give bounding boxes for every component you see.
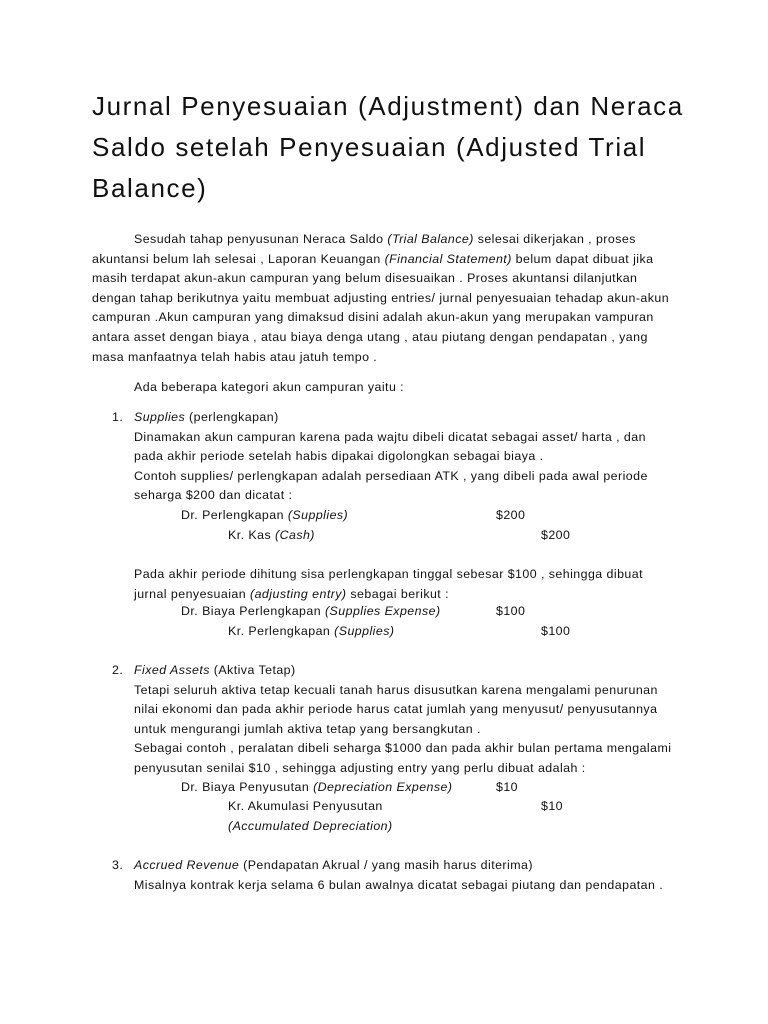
journal-debit-amount: $100 — [496, 604, 526, 618]
journal-debit-line: Dr. Biaya Perlengkapan (Supplies Expense) — [181, 604, 441, 618]
journal-credit-line: Kr. Akumulasi Penyusutan — [228, 799, 383, 813]
item-heading: Supplies (perlengkapan) — [134, 410, 279, 424]
item-heading: Fixed Assets (Aktiva Tetap) — [134, 663, 296, 677]
journal-credit-note: (Accumulated Depreciation) — [228, 819, 393, 833]
journal-credit-line: Kr. Kas (Cash) — [228, 528, 315, 542]
journal-credit-amount: $10 — [541, 799, 564, 813]
item-description: Misalnya kontrak kerja selama 6 bulan awalnya dicatat sebagai piutang dan pendapatan . — [134, 877, 664, 892]
list-number: 2. — [112, 663, 124, 677]
item-example: Sebagai contoh , peralatan dibeli seharga $1000 dan pada akhir bulan pertama mengalami penyusutan senilai $10 , sehingga adjusting entry yang perlu dibuat adalah : — [134, 741, 672, 775]
item-example: Contoh supplies/ perlengkapan adalah persediaan ATK , yang dibeli pada awal periode seharga $200 dan dicatat : — [134, 468, 648, 503]
item-description: Dinamakan akun campuran karena pada wajtu dibeli dicatat sebagai asset/ harta , dan pada akhir periode setelah habis dipakai digolongkan sebagai biaya . — [134, 429, 646, 464]
journal-credit-line: Kr. Perlengkapan (Supplies) — [228, 624, 395, 638]
journal-debit-line: Dr. Perlengkapan (Supplies) — [181, 508, 349, 522]
journal-debit-amount: $200 — [496, 508, 526, 522]
adjustment-paragraph: Pada akhir periode dihitung sisa perlengkapan tinggal sebesar $100 , sehingga dibuat jurnal penyesuaian (adjusting entry) sebagai berikut : — [134, 567, 643, 601]
item-heading: Accrued Revenue (Pendapatan Akrual / yang masih harus diterima) — [134, 858, 533, 872]
list-number: 3. — [112, 858, 124, 872]
page-title: Jurnal Penyesuaian (Adjustment) dan Neraca Saldo setelah Penyesuaian (Adjusted Trial Balance) — [92, 91, 684, 203]
journal-credit-amount: $200 — [541, 528, 571, 542]
journal-debit-amount: $10 — [496, 780, 519, 794]
journal-debit-line: Dr. Biaya Penyusutan (Depreciation Expense) — [181, 780, 453, 794]
categories-intro: Ada beberapa kategori akun campuran yaitu : — [134, 380, 405, 394]
journal-credit-amount: $100 — [541, 624, 571, 638]
item-description: Tetapi seluruh aktiva tetap kecuali tanah harus disusutkan karena mengalami penurunan nilai ekonomi dan pada akhir periode harus catat jumlah yang menyusut/ penyusutannya untuk mengurangi jumlah aktiva tetap yang bersangkutan . — [134, 682, 658, 736]
list-number: 1. — [112, 410, 124, 424]
intro-paragraph: Sesudah tahap penyusunan Neraca Saldo (Trial Balance) selesai dikerjakan , proses akuntansi belum lah selesai , Laporan Keuangan (Financial Statement) belum dapat dibuat jika masih terdapat akun-akun campuran yang belum disesuaikan . Proses akuntansi dilanjutkan dengan tahap berikutnya yaitu membuat adjusting entries/ jurnal penyesuaian tehadap akun-akun campuran .Akun campuran yang dimaksud disini adalah akun-akun yang merupakan vampuran antara asset dengan biaya , atau biaya denga utang , atau piutang dengan pendapatan , yang masa manfaatnya telah habis atau jatuh tempo . — [92, 232, 670, 364]
